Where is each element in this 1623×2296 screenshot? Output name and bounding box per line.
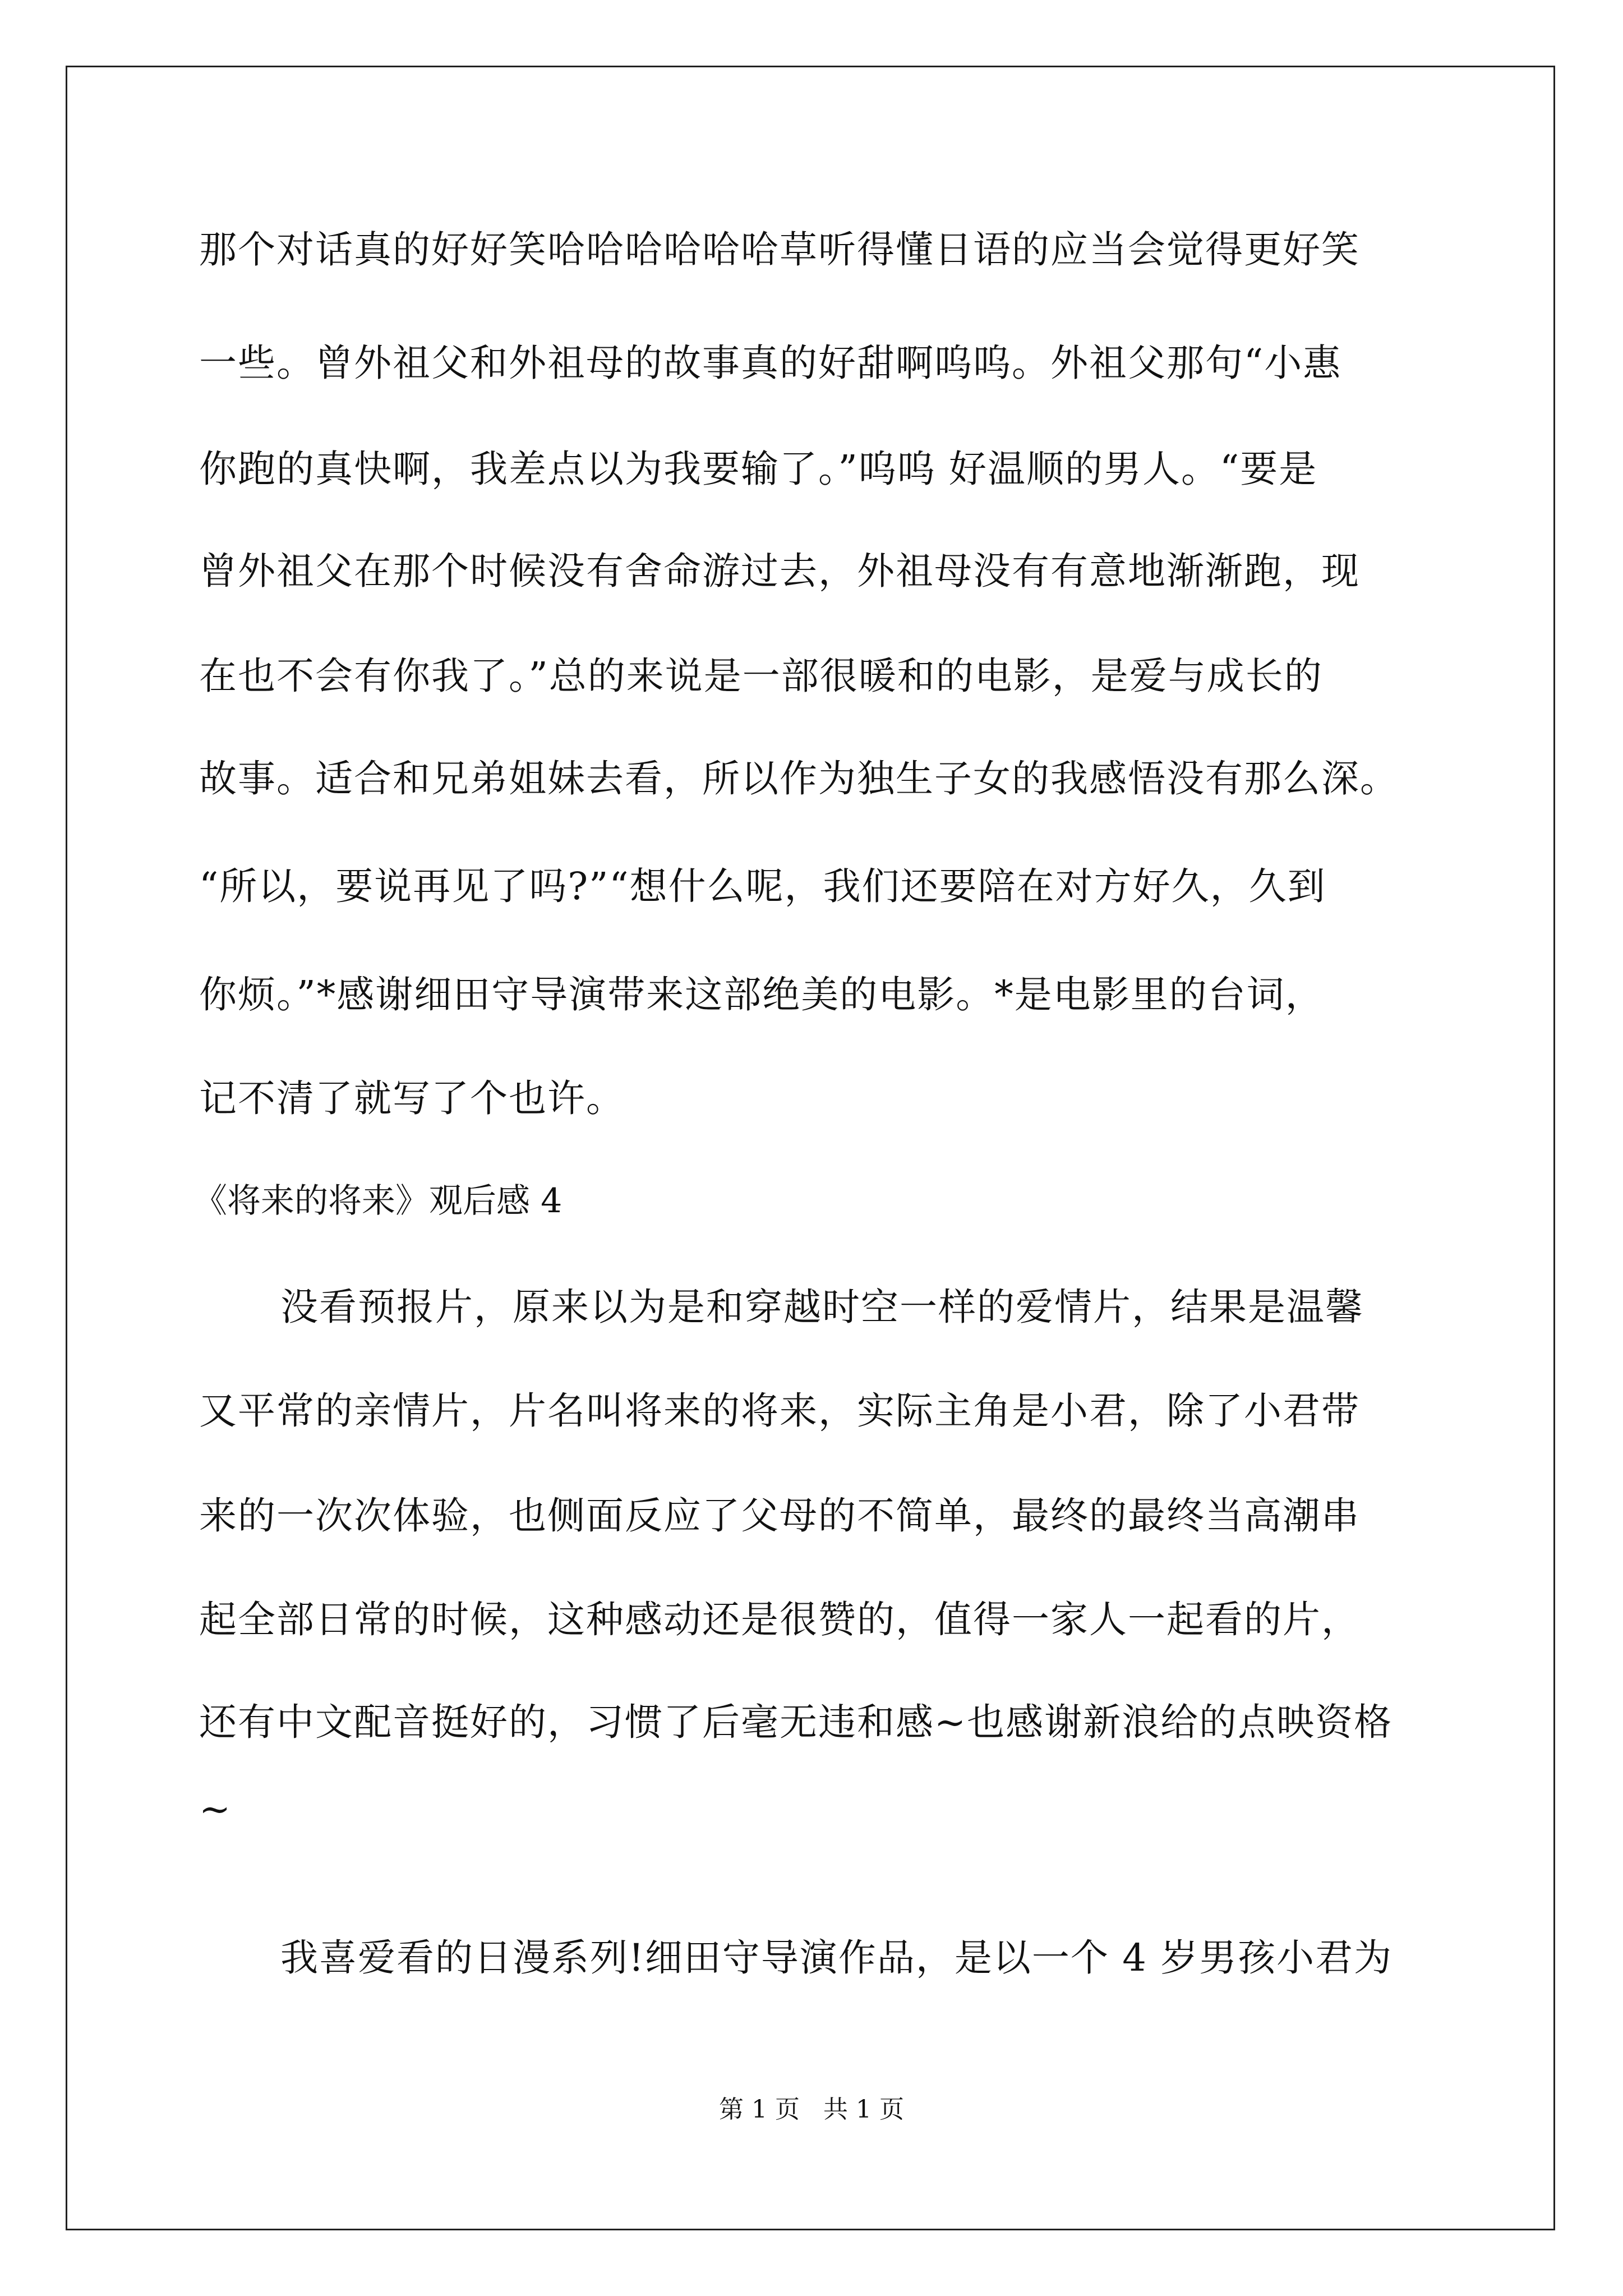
body-line: 一些。曾外祖父和外祖母的故事真的好甜啊呜呜。外祖父那句“小惠 (199, 341, 1342, 385)
paragraph-first-line: 没看预报片，原来以为是和穿越时空一样的爱情片，结果是温馨 (280, 1285, 1364, 1329)
body-line: 还有中文配音挺好的，习惯了后毫无违和感~也感谢新浪给的点映资格 (199, 1700, 1393, 1744)
body-line: 来的一次次体验，也侧面反应了父母的不简单，最终的最终当高潮串 (199, 1494, 1360, 1538)
page-number: 第 1 页 (719, 2095, 800, 2124)
body-line: 你跑的真快啊，我差点以为我要输了。”呜呜 好温顺的男人。“要是 (199, 447, 1318, 491)
page-border (66, 66, 1555, 2230)
body-line: 记不清了就写了个也许。 (199, 1076, 625, 1120)
body-line: 曾外祖父在那个时候没有舍命游过去，外祖母没有有意地渐渐跑，现 (199, 549, 1360, 593)
section-heading: 《将来的将来》观后感 4 (193, 1181, 562, 1221)
page-total: 共 1 页 (823, 2095, 904, 2124)
body-line: 那个对话真的好好笑哈哈哈哈哈哈草听得懂日语的应当会觉得更好笑 (199, 228, 1360, 272)
paragraph-first-line: 我喜爱看的日漫系列!细田守导演作品，是以一个 4 岁男孩小君为 (280, 1936, 1393, 1980)
body-line: 在也不会有你我了。”总的来说是一部很暖和的电影，是爱与成长的 (199, 654, 1323, 698)
body-line: ~ (199, 1787, 232, 1831)
page-footer (0, 2094, 1623, 2125)
body-line: 你烦。”*感谢细田守导演带来这部绝美的电影。*是电影里的台词， (199, 973, 1324, 1016)
body-line: 起全部日常的时候，这种感动还是很赞的，值得一家人一起看的片， (199, 1598, 1360, 1641)
body-line: 故事。适合和兄弟姐妹去看，所以作为独生子女的我感悟没有那么深。 (199, 757, 1399, 800)
body-line: “所以，要说再见了吗?”“想什么呢，我们还要陪在对方好久，久到 (199, 864, 1326, 908)
body-line: 又平常的亲情片，片名叫将来的将来，实际主角是小君，除了小君带 (199, 1389, 1360, 1433)
